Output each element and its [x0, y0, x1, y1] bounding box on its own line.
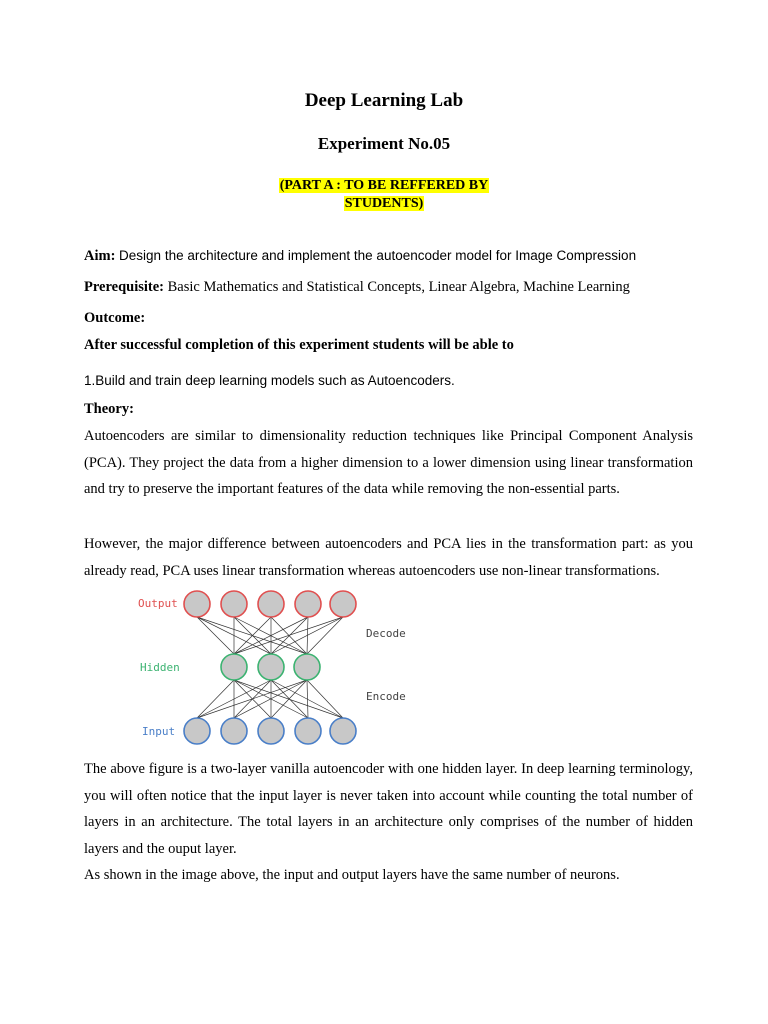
theory-paragraph-2: However, the major difference between autoencoders and PCA lies in the transformation part: as you already read, PCA uses linear transformation whereas autoencoders use non-linear transformations.: [84, 536, 693, 579]
input-neuron: [295, 718, 321, 744]
theory-paragraph-4: As shown in the image above, the input and output layers have the same number of neurons.: [84, 867, 620, 883]
part-a-line1: (PART A : TO BE REFFERED BY: [279, 178, 489, 193]
decode-edge: [197, 617, 307, 654]
decode-edge: [307, 617, 343, 654]
hidden-layer-label: Hidden: [140, 661, 180, 674]
encode-label: Encode: [366, 690, 406, 703]
theory-label: Theory:: [84, 401, 134, 417]
aim-label: Aim:: [84, 248, 116, 264]
part-a-banner: [0, 177, 768, 213]
output-neuron: [221, 591, 247, 617]
encode-edge: [197, 680, 307, 718]
input-neuron: [258, 718, 284, 744]
diagram-nodes: [184, 591, 356, 744]
theory-paragraph-1: Autoencoders are similar to dimensionality reduction techniques like Principal Component Analysis (PCA). They project the data from a higher dimension to a lower dimension using linear transformation and try to preserve the important features of the data while removing the non-essential parts.: [84, 428, 693, 497]
outcome-item-1: 1.Build and train deep learning models such as Autoencoders.: [84, 373, 455, 388]
input-neuron: [184, 718, 210, 744]
experiment-number: Experiment No.05: [317, 134, 451, 153]
decode-edge: [197, 617, 234, 654]
decode-edge: [234, 617, 343, 654]
prerequisite-line: [84, 279, 694, 296]
hidden-neuron: [221, 654, 247, 680]
aim-line: [84, 248, 694, 265]
encode-edge: [307, 680, 308, 718]
outcome-label: Outcome:: [84, 310, 146, 326]
output-neuron: [295, 591, 321, 617]
hidden-neuron: [258, 654, 284, 680]
input-layer-label: Input: [142, 725, 176, 738]
output-neuron: [184, 591, 210, 617]
outcome-intro: After successful completion of this experiment students will be able to: [84, 337, 514, 353]
input-neuron: [330, 718, 356, 744]
output-neuron: [330, 591, 356, 617]
encode-edge: [197, 680, 234, 718]
autoencoder-diagram: [130, 586, 430, 751]
aim-text: Design the architecture and implement the autoencoder model for Image Compression: [119, 248, 637, 263]
output-layer-label: Output: [138, 597, 178, 610]
page-title: Deep Learning Lab: [304, 90, 464, 111]
theory-paragraph-3: The above figure is a two-layer vanilla autoencoder with one hidden layer. In deep learning terminology, you will often notice that the input layer is never taken into account while counting the total number of layers in an architecture. The total layers in an architecture only comprises of the number of hidden layers and the ouput layer.: [84, 761, 693, 857]
output-neuron: [258, 591, 284, 617]
part-a-line2: STUDENTS): [344, 196, 424, 211]
encode-edge: [307, 680, 343, 718]
decode-label: Decode: [366, 627, 406, 640]
hidden-neuron: [294, 654, 320, 680]
input-neuron: [221, 718, 247, 744]
encode-edge: [234, 680, 343, 718]
prerequisite-text: Basic Mathematics and Statistical Concepts, Linear Algebra, Machine Learning: [167, 279, 630, 295]
prerequisite-label: Prerequisite:: [84, 279, 164, 295]
